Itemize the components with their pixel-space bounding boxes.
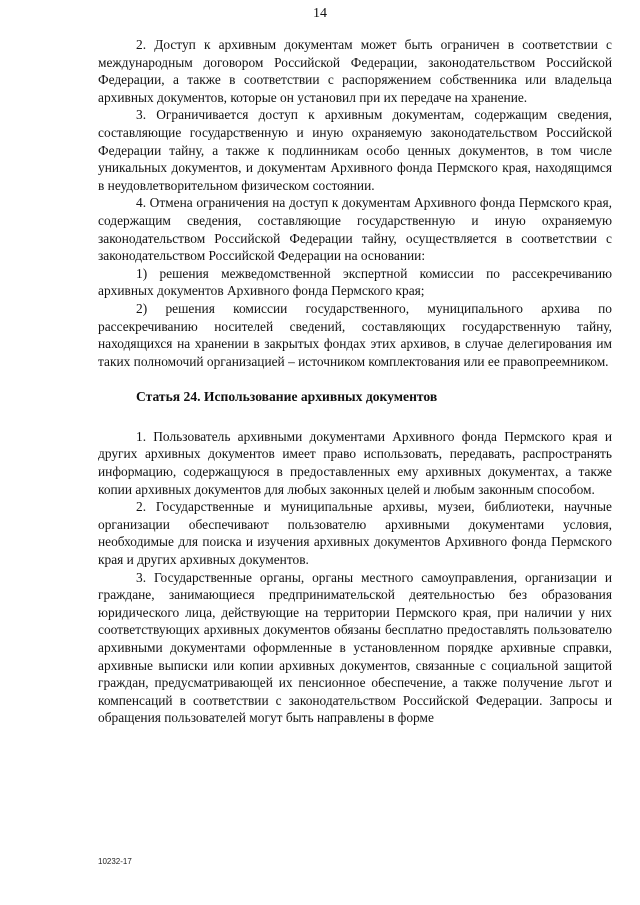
paragraph-archive-conditions: 2. Государственные и муниципальные архивы, музеи, библиотеки, научные организации обеспечивают пользователю архивными документами условия, необходимые для поиска и изучения архивных документов Архивного фонда Пермского края и других архивных документов. [98, 499, 612, 568]
paragraph-access-limit: 2. Доступ к архивным документам может быть ограничен в соответствии с международным договором Российской Федерации, законодательством Российской Федерации, а также в соответствии с распоряжением собственника или владельца архивных документов, которые он установил при их передаче на хранение. [98, 37, 612, 105]
paragraph-free-provision: 3. Государственные органы, органы местного самоуправления, организации и граждане, занимающиеся предпринимательской деятельностью без образования юридического лица, действующие на территории Пермского края, при наличии у них соответствующих архивных документов обязаны бесплатно предоставлять пользователю архивными документами оформленные в установленном порядке архивные справки, архивные выписки или копии архивных документов, связанные с социальной защитой граждан, предусматривающей их пенсионное обеспечение, а также получение льгот и компенсаций в соответствии с законодательством Российской Федерации. Запросы и обращения пользователей могут быть направлены в форме [98, 569, 612, 726]
page-number: 14 [313, 6, 327, 21]
article-title: Статья 24. Использование архивных документов [136, 389, 438, 405]
paragraph-item-1: 1) решения межведомственной экспертной комиссии по рассекречиванию архивных документов Архивного фонда Пермского края; [98, 265, 612, 299]
paragraph-restricted-access: 3. Ограничивается доступ к архивным документам, содержащим сведения, составляющие государственную и иную охраняемую законодательством Российской Федерации тайну, а также к подлинникам особо ценных документов, в том числе уникальных документов, и документам Архивного фонда Пермского края, находящимся в неудовлетворительном физическом состоянии. [98, 107, 612, 193]
document-body [98, 36, 612, 727]
document-code: 10232-17 [98, 857, 132, 866]
paragraph-item-2: 2) решения комиссии государственного, муниципального архива по рассекречиванию носителей сведений, составляющих государственную тайну, находящихся на хранении в закрытых фондах этих архивов, в случае делегирования им таких полномочий организацией – источником комплектования или ее правопреемником. [98, 300, 612, 369]
paragraph-restriction-cancel: 4. Отмена ограничения на доступ к документам Архивного фонда Пермского края, содержащим сведения, составляющие государственную и иную охраняемую законодательством Российской Федерации тайну, осуществляется в соответствии с законодательством Российской Федерации на основании: [98, 195, 612, 264]
paragraph-user-rights: 1. Пользователь архивными документами Архивного фонда Пермского края и других архивных документов имеет право использовать, передавать, распространять информацию, содержащуюся в предоставленных ему архивных документах, а также копии архивных документов для любых законных целей и любым законным способом. [98, 428, 612, 497]
